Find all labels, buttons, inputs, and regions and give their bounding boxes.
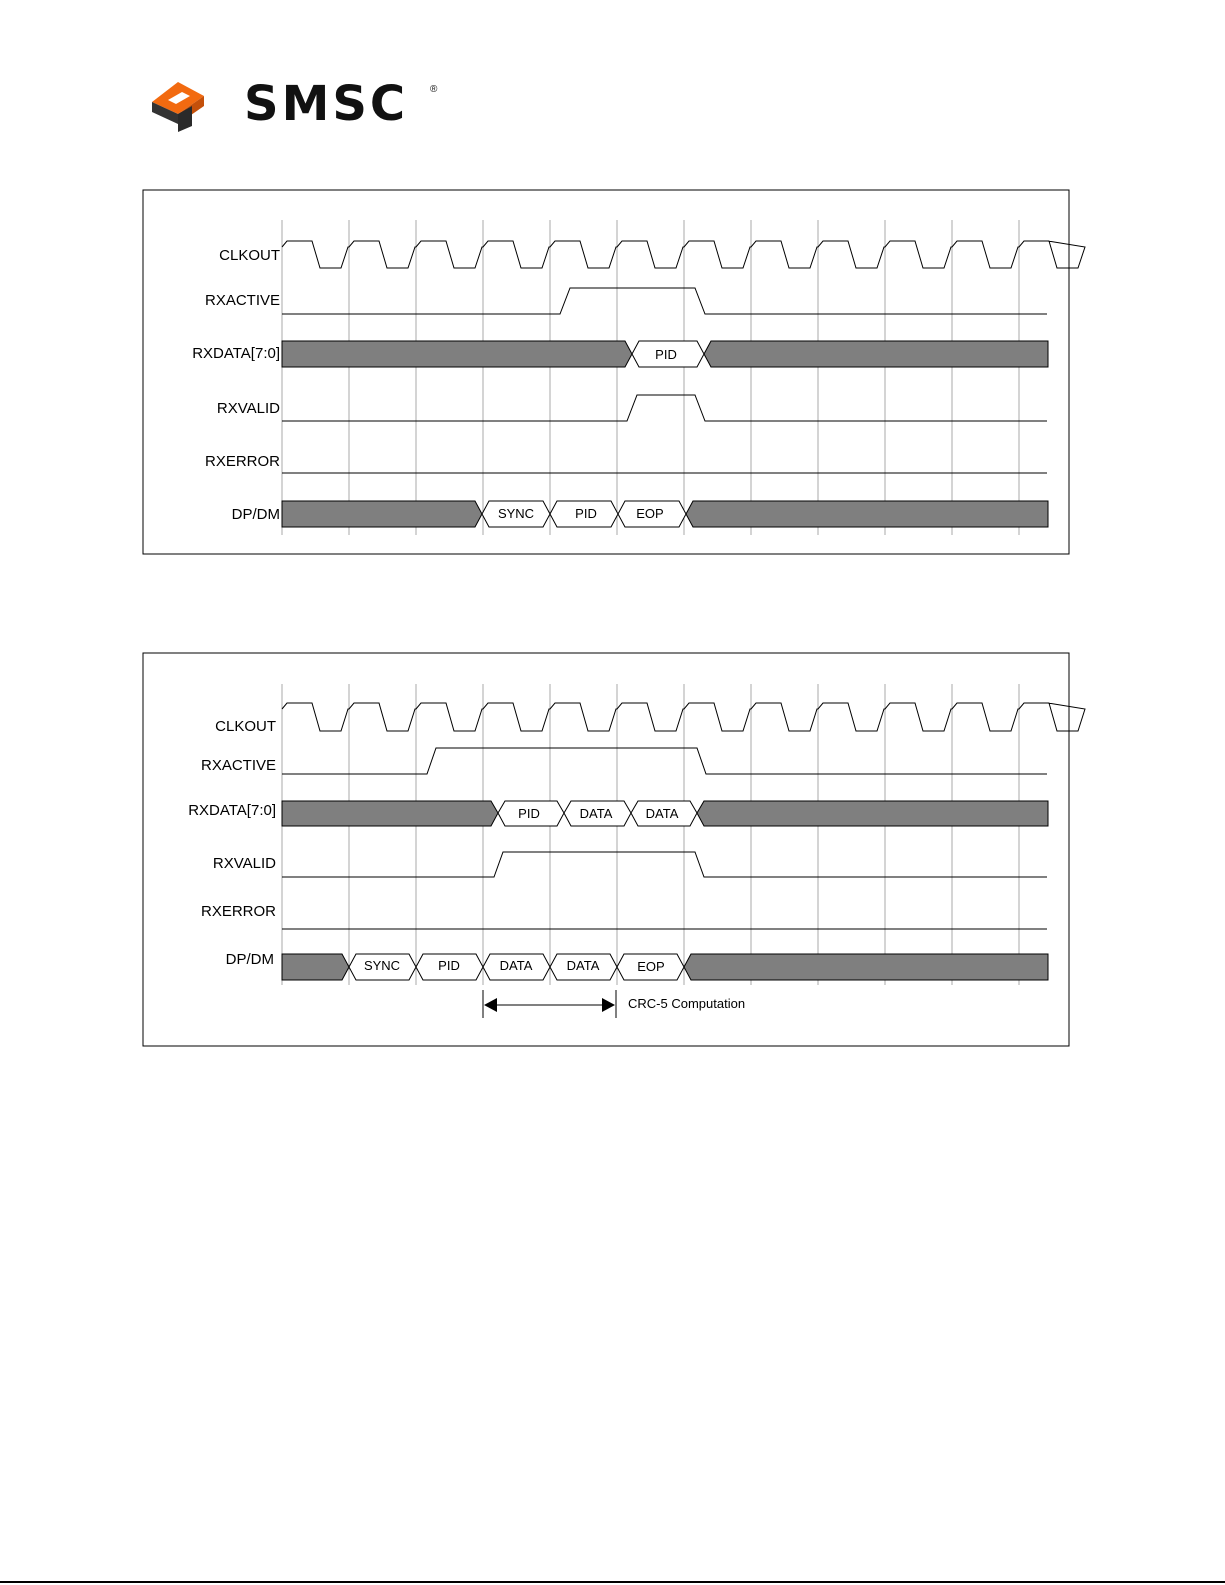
label-dpdm: DP/DM <box>225 951 274 968</box>
dpdm-data-2-label: DATA <box>566 958 600 973</box>
crc-arrow-left-icon <box>484 998 497 1012</box>
rxdata-bus-idle-left <box>282 801 498 826</box>
crc-annotation-label: CRC-5 Computation <box>628 996 746 1011</box>
rxdata-pid-label: PID <box>518 806 540 821</box>
dpdm-pid-label: PID <box>575 506 597 521</box>
timing-diagram-1 <box>143 190 1085 554</box>
rxactive-waveform <box>282 288 1047 314</box>
rxdata-pid-label: PID <box>655 347 677 362</box>
diagram-2-grid <box>282 684 1019 985</box>
timing-diagram-2 <box>143 653 1085 1046</box>
rxdata-bus-idle-right <box>697 801 1048 826</box>
dpdm-data-1-label: DATA <box>499 958 533 973</box>
label-rxerror: RXERROR <box>204 453 280 470</box>
rxdata-bus-idle-left <box>282 341 632 367</box>
label-rxerror: RXERROR <box>200 903 276 920</box>
label-rxdata: RXDATA[7:0] <box>192 345 280 362</box>
label-rxvalid: RXVALID <box>216 400 280 417</box>
diagram-1-grid <box>282 220 1019 535</box>
crc-arrow-right-icon <box>602 998 615 1012</box>
label-rxdata: RXDATA[7:0] <box>188 802 276 819</box>
label-rxvalid: RXVALID <box>212 855 276 872</box>
label-dpdm: DP/DM <box>231 506 280 523</box>
page-footer-rule <box>0 1581 1225 1583</box>
dpdm-sync-label: SYNC <box>363 958 401 973</box>
rxdata-data-1-label: DATA <box>579 806 613 821</box>
rxvalid-waveform <box>282 852 1047 877</box>
label-rxactive: RXACTIVE <box>200 757 276 774</box>
dpdm-bus-idle-left <box>282 954 349 980</box>
rxactive-waveform <box>282 748 1047 774</box>
rxdata-data-2-label: DATA <box>645 806 679 821</box>
registered-mark: ® <box>430 84 438 95</box>
label-clkout: CLKOUT <box>215 718 276 735</box>
dpdm-bus-idle-right <box>686 501 1048 527</box>
dpdm-bus-idle-right <box>684 954 1048 980</box>
dpdm-eop-label: EOP <box>636 506 664 521</box>
label-clkout: CLKOUT <box>219 247 280 264</box>
label-rxactive: RXACTIVE <box>204 292 280 309</box>
dpdm-bus-idle-left <box>282 501 482 527</box>
logo-wordmark: SMSC <box>244 76 409 132</box>
dpdm-eop-label: EOP <box>637 959 665 974</box>
rxdata-bus-idle-right <box>704 341 1048 367</box>
dpdm-sync-label: SYNC <box>497 506 535 521</box>
dpdm-pid-label: PID <box>438 958 460 973</box>
rxvalid-waveform <box>282 395 1047 421</box>
